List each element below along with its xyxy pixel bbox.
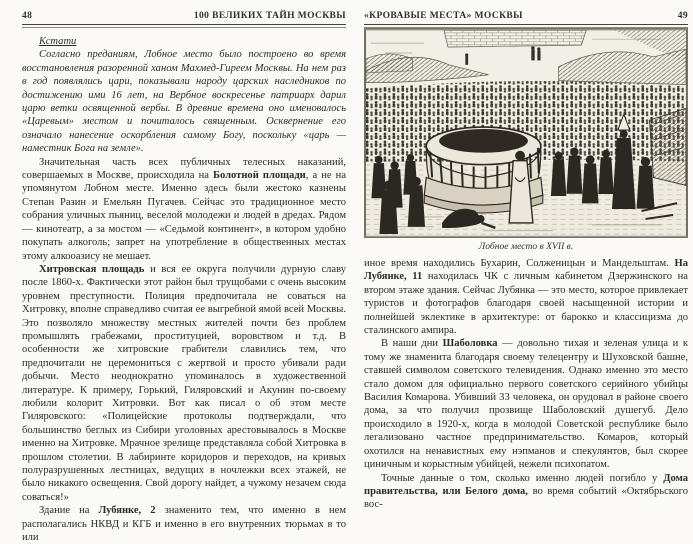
bold-phrase-khitrovka: Хитровская площадь xyxy=(39,263,145,275)
running-title-left: 100 ВЕЛИКИХ ТАЙН МОСКВЫ xyxy=(193,11,346,21)
bold-phrase-white-house: Дома правительства, или Белого дома, xyxy=(364,472,688,497)
paragraph-lubyanka2 xyxy=(22,504,346,544)
paragraph-lubyanka11 xyxy=(364,257,688,337)
para-text: во время событий «Октябрьского вос- xyxy=(364,485,688,511)
text-column-left xyxy=(22,35,346,544)
para-text: Значительная часть всех публичных телесных наказаний, совершаемых в Москве, происходила на xyxy=(22,156,346,182)
bold-phrase-bolotnaya: Болотной площади xyxy=(213,170,306,182)
bold-phrase-lubyanka2: Лубянке, 2 xyxy=(98,505,156,517)
aside-paragraph: Согласно преданиям, Лобное место было построено во время восстановления разоренной ханом Махмед-Гиреем Москвы. На нем раз в год появлялись цари, показывали народу царских наследников по достижению ими 16 лет, на Вербное воскресенье патриарх дарил царю ветки освященной вербы. В древние времена оно именовалось «Царевым» местом и почиталось священным. Осквернение его означало нанесение оскорбления самому Богу, поскольку «царь — наместник Бога на земле». xyxy=(22,49,346,155)
paragraph-shabolovka xyxy=(364,337,688,471)
para-text: Точные данные о том, сколько именно людей погибло у xyxy=(381,472,664,484)
page-right xyxy=(364,0,688,540)
engraving-lobnoye-mesto-illustration xyxy=(365,29,687,237)
engraving-frame xyxy=(364,28,688,238)
paragraph-bolotnaya xyxy=(22,156,346,263)
running-head-right xyxy=(364,0,688,21)
running-head-left xyxy=(22,0,346,21)
paragraph-khitrovka xyxy=(22,263,346,504)
para-text: Здание на xyxy=(39,505,99,517)
text-column-right xyxy=(364,257,688,512)
para-text: , а не на упомянутом Лобном месте. Именно здесь были жестоко казнены Степан Разин и Емельян Пугачев. Сейчас это традиционное место собрания уличных пьяниц, веселой молодежи и людей в дредах. Рядом — кинотеатр, а за мостом — «Седьмой континент», в котором удобно покупать алкоголь; запрет на употребление в общественных местах этому алкооазису не мешает. xyxy=(22,170,347,262)
aside-heading-text: Кстати xyxy=(39,36,77,47)
para-text: находилась ЧК с личным кабинетом Дзержинского на втором этаже здания. Сейчас Лубянка — это место, которое привлекает туристов и фотографов благодаря своей насыщенной истории и полнейшей эклектике в архитектуре: от барокко и классицизма до сталинского ампира. xyxy=(364,271,688,337)
para-text: знаменито тем, что именно в нем располагались НКВД и КГБ и именно в его внутренних тюрьмах в то или xyxy=(22,505,346,544)
paragraph-white-house xyxy=(364,472,688,512)
page-left xyxy=(22,0,347,544)
header-rule-left xyxy=(22,24,346,28)
running-title-right: «КРОВАВЫЕ МЕСТА» МОСКВЫ xyxy=(364,11,523,21)
figure-caption: Лобное место в XVII в. xyxy=(478,241,574,252)
para-text: В наши дни xyxy=(381,338,443,350)
aside-heading xyxy=(22,35,346,48)
figure-lobnoye-mesto xyxy=(364,28,688,252)
page-number-right: 49 xyxy=(677,11,688,21)
para-text: и вся ее округа получили дурную славу после 1860-х. Фактически этот район был трущобами с очень высоким уровнем преступности. Полиция предпочитала не соваться на Хитровку, вполне справедливо считая ее выгребной ямой всей Москвы. Это позволяло множеству местных жителей почти без проблем промышлять грабежами, проституцией, воровством и т.д. В особенности же хитровские грабители славились тем, что предпочитали не церемониться с жертвой и просто убивали ради добычи. Место неоднократно упоминалось в художественной литературе. К примеру, Горький, Гиляровский и Акунин по-своему любили колорит Хитровки. Вот как писал о об этом месте Гиляровского: «Полицейские протоколы подтверждали, что большинство беглых из Сибири уголовных арестовывалось в Москве именно на Хитровке. Мрачное зрелище представляла собой Хитровка в прошлом столетии. В лабиринте коридоров и переходов, на кривых полуразрушенных лестницах, ведущих в ночлежки всех этажей, не было никакого освещения. Свой дорогу найдет, а чужому незачем сюда соваться!» xyxy=(22,263,346,503)
page-number-left: 48 xyxy=(22,11,33,21)
para-text: иное время находились Бухарин, Солженицын и Мандельштам. xyxy=(364,258,675,269)
bold-phrase-shabolovka: Шаболовка xyxy=(442,338,498,350)
engraving-brick-wall xyxy=(444,30,586,47)
para-text: — довольно тихая и зеленая улица и к тому же знаменита благодаря своему телецентру и Шуховской башне, ставшей символом советского телевидения. Однако именно это место стало домом для официально первого советского серийного убийцы Василия Комарова. Убивший 33 человека, он орудовал в районе своего дома, за что получил прозвище Шаболовский душегуб. Дело происходило в 1920-х, когда в молодой Советской республике было легализовано частное предпринимательство. Комаров, который охотился на ненавистных ему нэпманов и спекулянтов, был скорее циничным и корыстным убийцей, нежели психопатом. xyxy=(364,338,688,471)
bold-phrase-lubyanka11: На Лубянке, 11 xyxy=(364,258,688,283)
